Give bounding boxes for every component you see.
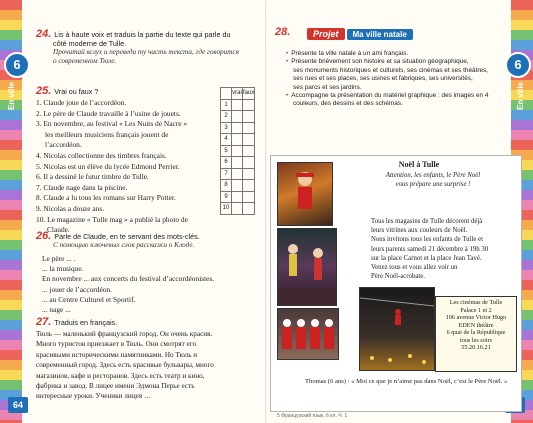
project-title: Ma ville natale [347, 29, 413, 40]
answer-cell[interactable] [243, 168, 255, 180]
body-line: Tous les magasins de Tulle décorent déjà [371, 218, 483, 225]
list-item: les meilleurs musiciens français jouent de [45, 129, 169, 139]
answer-cell[interactable] [243, 203, 255, 215]
instruction-ru: Прочитай вслух и переведи ту часть текста, где говорится [53, 48, 239, 56]
column-header: vrai [232, 88, 243, 100]
exercise-number: 27. [36, 316, 52, 328]
cinema-line: 55.20.16.21 [461, 344, 491, 351]
list-item: 1. Claude joue de l’accordéon. [36, 98, 127, 107]
column-header: faux [243, 88, 255, 100]
answer-cell[interactable] [243, 191, 255, 203]
answer-cell[interactable] [232, 168, 243, 180]
photo-night-acrobat [359, 287, 435, 371]
list-item: ... au Centre Culturel et Sportif. [42, 294, 136, 304]
body-line: Nous invitons tous les enfants de Tulle et [371, 236, 483, 244]
bullet-item-cont: ses parcs et ses jardins. [293, 83, 362, 91]
parade-illustration [278, 229, 336, 305]
cinema-line: 106 avenue Victor Hugo [445, 314, 507, 321]
answer-cell[interactable] [232, 203, 243, 215]
text-line: фабрика и завод. В лицее имени Эдмона Перье есть [36, 382, 195, 391]
cinema-info-box [435, 296, 517, 372]
cinema-line: EDEN théâtre [458, 321, 494, 329]
text-line: современный город. Здесь есть красивые бульвары, много [36, 361, 214, 370]
exercise-26 [36, 232, 261, 315]
cinema-line: tous les soirs [460, 336, 492, 344]
bullet-item: • Accompagne ta présentation du matériel graphique : des images en 4 [286, 92, 506, 100]
list-item: 6. Il a dessiné le futur timbre de Tulle. [36, 172, 149, 182]
text-line: Много туристов приезжает в Тюль. Они смотрят его [36, 340, 197, 349]
instruction-fr: Lis à haute voix et traduis la partie du texte qui parle du [54, 30, 231, 39]
answer-cell[interactable] [232, 180, 243, 192]
exercise-number: 24. [36, 28, 52, 40]
exercise-number: 25. [36, 85, 52, 97]
bullet-item: • Présente ta ville natale à un ami français. [286, 50, 506, 58]
answer-cell[interactable] [232, 145, 243, 157]
text-line: Тюль — маленький французский город. Он очень красив. [36, 330, 213, 338]
body-line: sur la place Carnot et la place Jean Tavé. [371, 254, 482, 262]
body-line: leurs vitrines aux couleurs de Noël. [371, 227, 468, 235]
list-item: 10. Le magazine « Tulle mag » a publié la photo de [36, 214, 188, 224]
answer-cell[interactable] [243, 122, 255, 134]
article-title: Noël à Tulle [398, 160, 440, 169]
exercise-28-number [275, 28, 305, 37]
table-corner [221, 88, 232, 100]
body-line: Père Noël-acrobate. [371, 273, 425, 281]
cinema-line: Palace 1 et 2 [460, 306, 492, 314]
list-item: Le père ... . [42, 254, 76, 263]
answer-cell[interactable] [243, 99, 255, 111]
answer-cell[interactable] [232, 157, 243, 169]
unit-label: En ville [516, 82, 525, 111]
acrobat-illustration [278, 163, 332, 225]
footer-text: 5 Французский язык, 6 кл. Ч. 1 [277, 413, 348, 419]
page-number: 64 [8, 397, 28, 413]
instruction-ru-cont: о современном Тюле. [53, 57, 117, 65]
text-line: магазинов, кафе и ресторанов. Здесь есть театр и кино, [36, 371, 205, 380]
article-body [371, 217, 519, 281]
true-false-table [220, 87, 255, 215]
bullet-item: • Présente brièvement son histoire et sa situation géographique, [286, 58, 506, 66]
text-line: красивыми историческими памятниками. Но Тюль и [36, 350, 198, 359]
bullet-item-cont: couleurs, des dessins et des schémas. [293, 100, 403, 108]
exercise-title: Vrai ou faux ? [54, 87, 99, 96]
answer-cell[interactable] [243, 134, 255, 146]
exercise-25 [36, 87, 226, 236]
answer-cell[interactable] [232, 122, 243, 134]
answer-cell[interactable] [232, 134, 243, 146]
list-item: En novembre ... aux concerts du festival d’accordéonistes. [42, 274, 215, 284]
list-item: l’accordéon. [45, 140, 82, 150]
row-number: 7 [221, 168, 232, 180]
photo-santas [277, 308, 339, 360]
translation-text [36, 329, 261, 402]
list-item: 2. Le père de Claude travaille à l’usine de jouets. [36, 108, 181, 118]
instruction-fr: Parle de Claude, en te servant des mots-clés. [54, 232, 200, 241]
photo-parade [277, 228, 337, 306]
body-line: leurs parents samedi 21 décembre à 19h 30 [371, 245, 489, 253]
list-item: ... jouer de l’accordéon. [42, 284, 112, 294]
instruction-fr-cont: côté moderne de Tulle. [53, 39, 127, 48]
noel-article [270, 155, 522, 412]
santas-illustration [278, 309, 338, 359]
list-item: ... nage ... [42, 305, 71, 315]
body-line: Venez tous et vous allez voir un [371, 264, 458, 272]
answer-cell[interactable] [243, 111, 255, 123]
row-number: 9 [221, 191, 232, 203]
row-number: 3 [221, 122, 232, 134]
answer-cell[interactable] [243, 180, 255, 192]
row-number: 5 [221, 145, 232, 157]
exercise-24 [36, 30, 261, 66]
unit-badge: 6 [4, 52, 30, 78]
article-quote: Thomas (6 ans) : « Moi ce que je n’aime pas dans Noël, c’est le Père Noël. » [305, 378, 508, 385]
list-item: 8. Claude a lu tous les romans sur Harry Potter. [36, 193, 176, 203]
subtitle-line: vous prépare une surprise ! [395, 180, 471, 188]
instruction-fr: Traduis en français. [54, 318, 118, 327]
text-line: интересные уроки. Ученики лицея … [36, 392, 152, 401]
project-tag: Projet [307, 28, 345, 40]
list-item: ... la musique. [42, 264, 84, 274]
list-item: 5. Nicolas est un élève du lycée Edmond Perrier. [36, 161, 180, 171]
cinema-line: Les cinémas de Tulle [449, 299, 503, 306]
list-item: Claude. [47, 225, 70, 235]
bullet-item-cont: ses rues et ses places, ses usines et fabriques, ses universités, [293, 75, 473, 83]
answer-cell[interactable] [243, 145, 255, 157]
row-number: 4 [221, 134, 232, 146]
left-page [0, 0, 266, 423]
row-number: 10 [221, 203, 232, 215]
project-instructions [286, 50, 506, 109]
row-number: 1 [221, 99, 232, 111]
night-scene-illustration [360, 288, 434, 370]
list-item: 7. Claude nage dans la piscine. [36, 182, 128, 192]
answer-cell[interactable] [232, 191, 243, 203]
statements-list [36, 98, 226, 236]
answer-cell[interactable] [243, 157, 255, 169]
row-number: 2 [221, 111, 232, 123]
photo-acrobat [277, 162, 333, 226]
list-item: 4. Nicolas collectionne des timbres français. [36, 150, 167, 160]
instruction-ru: С помощью ключевых слов расскажи о Клоде. [53, 241, 195, 249]
subtitle-line: Attention, les enfants, le Père Noël [385, 172, 481, 179]
answer-cell[interactable] [232, 111, 243, 123]
answer-cell[interactable] [232, 99, 243, 111]
unit-badge: 6 [505, 52, 531, 78]
article-subtitle [353, 172, 513, 189]
row-number: 6 [221, 157, 232, 169]
list-item: 9. Nicolas a douze ans. [36, 203, 105, 213]
cinema-line: 6 quai de la République [446, 329, 506, 336]
list-item: 3. En novembre, au festival « Les Nuits de Nacre » [36, 119, 188, 129]
exercise-number: 28. [275, 26, 291, 38]
unit-label: En ville [7, 82, 16, 111]
bullet-item-cont: ses monuments historiques et culturels, ses cinémas et ses théâtres, [293, 66, 489, 74]
exercise-number: 26. [36, 230, 52, 242]
keyword-lines [36, 254, 261, 315]
exercise-27 [36, 318, 261, 402]
row-number: 8 [221, 180, 232, 192]
project-banner [307, 27, 413, 41]
